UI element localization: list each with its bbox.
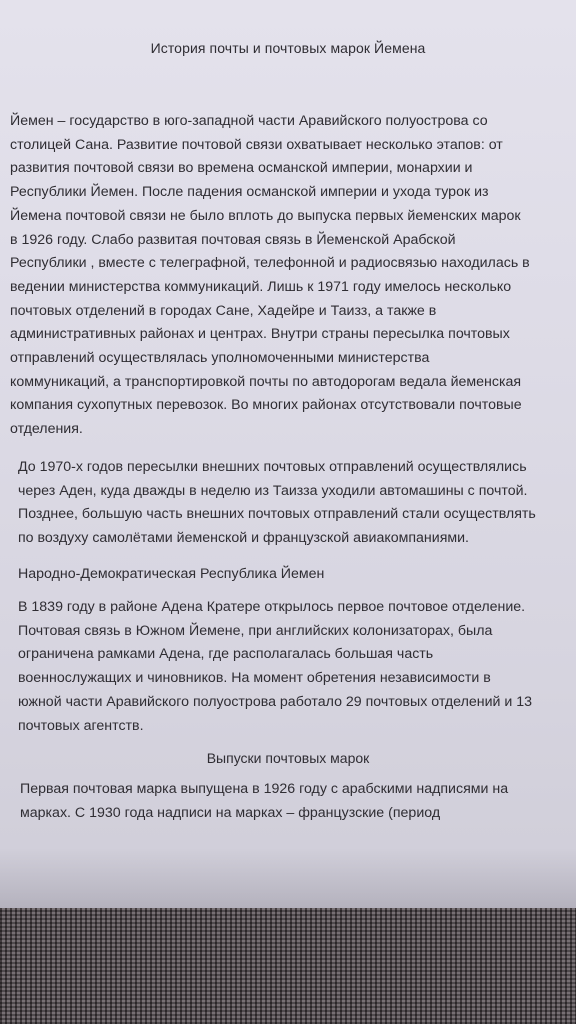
carpet-background bbox=[0, 908, 576, 1024]
paragraph-foreign-mail bbox=[18, 456, 570, 551]
text-line: развития почтовой связи во времена османской империи, монархии и bbox=[10, 160, 473, 177]
text-line: через Аден, куда дважды в неделю из Таизза уходили автомашины с почтой. bbox=[18, 482, 528, 499]
text-line: До 1970-х годов пересылки внешних почтовых отправлений осуществлялись bbox=[18, 459, 527, 475]
paper-shadow bbox=[0, 848, 576, 908]
text-line: В 1839 году в районе Адена Кратере открылось первое почтовое отделение. bbox=[18, 599, 526, 615]
paragraph-stamp-issues bbox=[20, 778, 570, 825]
text-line: южной части Аравийского полуострова работало 29 почтовых отделений и 13 bbox=[18, 693, 533, 710]
text-line: отправлений осуществлялась уполномоченными министерства bbox=[10, 350, 430, 367]
text-line: ограничена рамками Адена, где располагалась большая часть bbox=[18, 646, 434, 663]
text-line: административных районах и центрах. Внутри страны пересылка почтовых bbox=[10, 326, 510, 343]
text-line: Позднее, большую часть внешних почтовых отправлений стали осуществлять bbox=[18, 506, 536, 523]
text-line: компания сухопутных перевозок. Во многих районах отсутствовали почтовые bbox=[10, 397, 522, 414]
document-title: История почты и почтовых марок Йемена bbox=[150, 40, 426, 56]
text-line: военнослужащих и чиновников. На момент обретения независимости в bbox=[18, 670, 491, 687]
text-line: почтовых агентств. bbox=[18, 717, 144, 734]
text-line: Йемен – государство в юго-западной части Аравийского полуострова со bbox=[10, 113, 488, 129]
text-line: Республики , вместе с телеграфной, телефонной и радиосвязью находилась в bbox=[10, 255, 530, 272]
text-line: Йемена почтовой связи не было вплоть до выпуска первых йеменских марок bbox=[10, 207, 521, 224]
text-line: Первая почтовая марка выпущена в 1926 году с арабскими надписями на bbox=[20, 781, 509, 797]
section-heading-stamps: Выпуски почтовых марок bbox=[206, 750, 370, 766]
text-line: столицей Сана. Развитие почтовой связи охватывает несколько этапов: от bbox=[10, 136, 503, 153]
text-line: марках. С 1930 года надписи на марках – французские (период bbox=[20, 804, 441, 821]
section-heading-pdry: Народно-Демократическая Республика Йемен bbox=[18, 566, 325, 582]
text-line: Почтовая связь в Южном Йемене, при английских колонизаторах, была bbox=[18, 622, 493, 639]
text-line: в 1926 году. Слабо развитая почтовая связь в Йеменской Арабской bbox=[10, 231, 456, 248]
text-line: ведении министерства коммуникаций. Лишь к 1971 году имелось несколько bbox=[10, 278, 512, 295]
text-line: по воздуху самолётами йеменской и французской авиакомпаниями. bbox=[18, 530, 469, 547]
text-line: коммуникаций, а транспортировкой почты по автодорогам ведала йеменская bbox=[10, 373, 522, 390]
text-line: почтовых отделений в городах Сане, Хадейре и Таизз, а также в bbox=[10, 302, 437, 319]
text-line: отделения. bbox=[10, 421, 83, 438]
text-line: Республики Йемен. После падения османской империи и ухода турок из bbox=[10, 184, 489, 201]
paragraph-south-yemen bbox=[18, 596, 570, 738]
paragraph-intro bbox=[10, 110, 570, 442]
